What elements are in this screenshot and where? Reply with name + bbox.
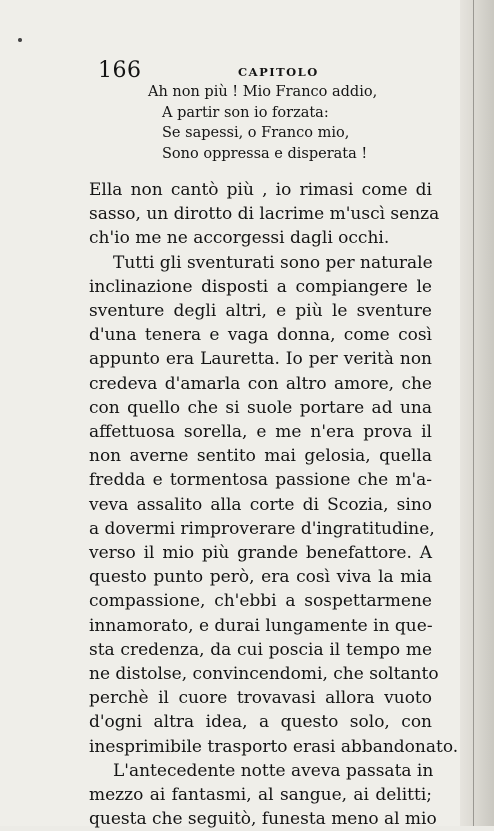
prose-body xyxy=(89,178,459,831)
text-line: veva assalito alla corte di Scozia, sino xyxy=(89,494,432,515)
text-line: inclinazione disposti a compiangere le xyxy=(89,276,432,297)
text-line: affettuosa sorella, e me n'era prova il xyxy=(89,422,432,443)
paragraph-3 xyxy=(89,759,437,831)
text-line: questa che seguitò, funesta meno al mio xyxy=(89,809,437,830)
text-line: mezzo ai fantasmi, al sangue, ai delitti; xyxy=(89,785,432,806)
page-edge-shadow xyxy=(460,0,494,826)
text-line: innamorato, e durai lungamente in que- xyxy=(89,615,433,636)
text-line: inesprimibile trasporto erasi abbandonato. xyxy=(89,736,459,757)
text-line: verso il mio più grande benefattore. A xyxy=(89,543,432,564)
text-line: Tutti gli sventurati sono per naturale xyxy=(113,252,433,273)
text-line: L'antecedente notte aveva passata in xyxy=(113,760,434,781)
text-line: non averne sentito mai gelosia, quella xyxy=(89,446,432,467)
ink-speck xyxy=(18,38,22,42)
text-line: ch'io me ne accorgessi dagli occhi. xyxy=(89,228,390,249)
text-line: d'una tenera e vaga donna, come così xyxy=(89,325,432,346)
text-line: questo punto però, era così viva la mia xyxy=(89,567,432,588)
verse-line: Ah non più ! Mio Franco addio, xyxy=(148,84,378,100)
text-line: d'ogni altra idea, a questo solo, con xyxy=(89,712,432,733)
text-line: compassione, ch'ebbi a sospettarmene xyxy=(89,591,432,612)
text-line: sasso, un dirotto di lacrime m'uscì senza xyxy=(89,204,440,225)
text-line: con quello che si suole portare ad una xyxy=(89,397,432,418)
text-line: fredda e tormentosa passione che m'a- xyxy=(89,470,432,491)
text-line: a dovermi rimproverare d'ingratitudine, xyxy=(89,518,435,539)
verse-line: Sono oppressa e disperata ! xyxy=(162,145,368,162)
running-head: CAPITOLO xyxy=(238,65,319,79)
text-line: credeva d'amarla con altro amore, che xyxy=(89,373,432,394)
text-line: perchè il cuore trovavasi allora vuoto xyxy=(89,688,432,709)
text-line: appunto era Lauretta. Io per verità non xyxy=(89,349,432,370)
text-line: sventure degli altri, e più le sventure xyxy=(89,301,432,322)
verse-line: Se sapessi, o Franco mio, xyxy=(162,125,350,141)
verse-line: A partir son io forzata: xyxy=(162,104,329,121)
verse-stanza xyxy=(140,82,440,164)
paragraph-2 xyxy=(89,251,459,759)
page-header xyxy=(98,58,398,84)
paragraph-1 xyxy=(89,178,440,251)
text-line: Ella non cantò più , io rimasi come di xyxy=(89,180,432,200)
page-edge-line xyxy=(473,0,474,826)
page-number: 166 xyxy=(98,58,142,83)
text-line: sta credenza, da cui poscia il tempo me xyxy=(89,639,432,660)
text-line: ne distolse, convincendomi, che soltanto xyxy=(89,664,439,685)
